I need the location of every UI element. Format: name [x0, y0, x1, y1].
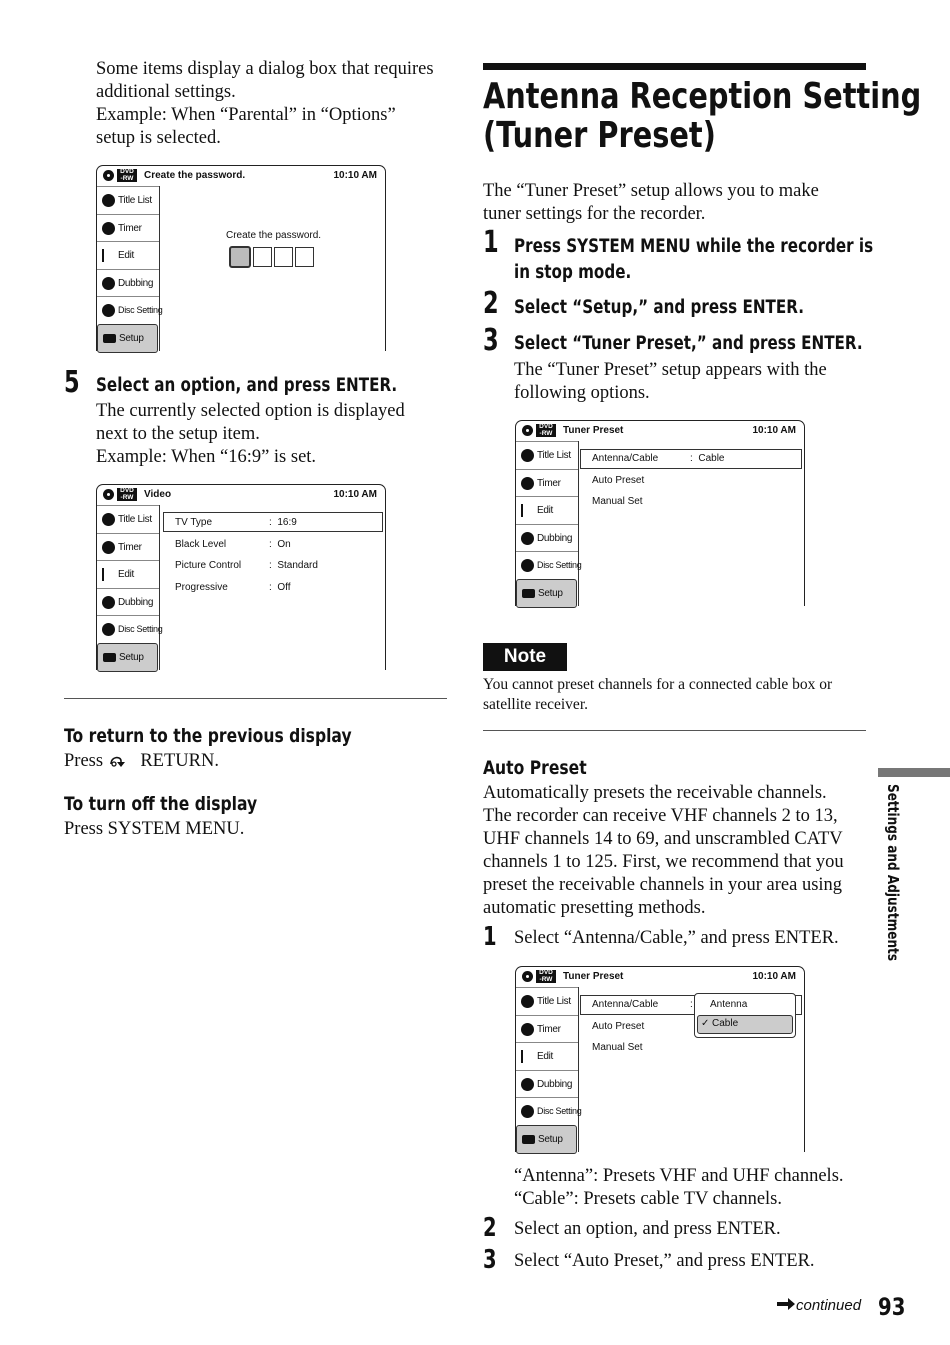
step-heading: Select “Tuner Preset,” and press ENTER. [514, 333, 863, 354]
note-text-line: You cannot preset channels for a connected cable box or [483, 676, 833, 693]
auto-preset-line: channels 1 to 125. First, we recommend that you [483, 852, 844, 872]
step-body-line: The “Tuner Preset” setup appears with the [514, 360, 827, 380]
step-heading: Select “Setup,” and press ENTER. [514, 297, 804, 318]
menu-label: Title List [537, 450, 571, 461]
disc-setting-icon [521, 559, 534, 572]
menu-label: Disc Setting [118, 305, 163, 315]
auto-preset-line: The recorder can receive VHF channels 2 to 13, [483, 806, 838, 826]
dubbing-icon [102, 277, 115, 290]
menu-label: Edit [537, 505, 554, 516]
menu-item-timer [516, 469, 578, 498]
setting-label: Antenna/Cable [592, 453, 659, 464]
menu-label: Edit [118, 569, 135, 580]
auto-preset-line: UHF channels 14 to 69, and unscrambled CATV [483, 829, 843, 849]
osd-title-bar [516, 421, 804, 441]
step-body-line: next to the setup item. [96, 424, 260, 444]
menu-item-dubbing [516, 1070, 578, 1099]
dropdown-option-label: Cable [712, 1018, 739, 1029]
intro-line: additional settings. [96, 82, 236, 102]
menu-label: Edit [537, 1051, 554, 1062]
disc-icon [103, 170, 114, 181]
osd-screen-password [96, 165, 386, 351]
osd-setup-menu [516, 987, 582, 1152]
dvd-rw-icon: DVD -RW [536, 970, 556, 983]
title-list-icon [102, 513, 115, 526]
menu-label: Title List [537, 996, 571, 1007]
dubbing-icon [521, 532, 534, 545]
password-digit-box [229, 246, 251, 268]
osd-screen-antenna-cable [515, 966, 805, 1152]
dvd-rw-icon: DVD -RW [117, 169, 137, 182]
separator: : [269, 560, 272, 571]
password-digit-box [274, 247, 293, 267]
menu-item-title-list [97, 186, 159, 215]
menu-item-setup [516, 579, 577, 609]
menu-label: Edit [118, 250, 135, 261]
menu-item-edit [516, 1042, 578, 1071]
step-text: Select an option, and press ENTER. [514, 1219, 781, 1239]
step-number: 3 [483, 1245, 497, 1275]
note-text [483, 675, 832, 715]
menu-item-disc-setting [97, 296, 163, 325]
side-tab-label: Settings and Adjustments [884, 784, 902, 962]
menu-item-disc-setting [97, 615, 163, 644]
timer-icon [521, 477, 534, 490]
setting-row [175, 517, 212, 528]
auto-preset-heading: Auto Preset [483, 757, 587, 779]
scissors-icon [521, 1050, 532, 1063]
menu-label: Title List [118, 514, 152, 525]
side-tab [878, 784, 908, 984]
disc-icon [103, 489, 114, 500]
timer-icon [102, 222, 115, 235]
menu-item-setup [97, 643, 158, 673]
osd-screen-tuner-preset [515, 420, 805, 606]
menu-item-edit [97, 560, 159, 589]
menu-item-disc-setting [516, 1097, 582, 1126]
setting-row-value [269, 560, 318, 571]
osd-setup-menu [516, 441, 582, 606]
osd-title-bar [97, 166, 385, 186]
setting-row [592, 1042, 643, 1053]
disc-icon [522, 425, 533, 436]
setting-row [592, 475, 644, 486]
setting-label: Auto Preset [592, 1021, 645, 1032]
return-body [64, 750, 219, 773]
osd-clock: 10:10 AM [333, 170, 377, 181]
menu-item-dubbing [516, 524, 578, 553]
intro-line: Some items display a dialog box that requires [96, 59, 434, 79]
return-icon [108, 753, 136, 767]
menu-label: Setup [538, 587, 563, 599]
title-list-icon [521, 449, 534, 462]
section-divider [483, 730, 866, 731]
dvd-rw-icon: DVD -RW [117, 488, 137, 501]
auto-preset-line: automatic presetting methods. [483, 898, 706, 918]
setting-label: TV Type [175, 517, 213, 528]
page-number: 93 [878, 1293, 906, 1321]
menu-label: Timer [537, 1023, 561, 1035]
menu-item-timer [97, 533, 159, 562]
display-off-body: Press SYSTEM MENU. [64, 819, 245, 839]
option-explanation-line: “Cable”: Presets cable TV channels. [514, 1189, 782, 1209]
continued-marker [776, 1297, 861, 1315]
intro-text [96, 58, 434, 150]
toolbox-icon [103, 653, 116, 662]
osd-title: Video [144, 489, 172, 500]
dubbing-icon [521, 1078, 534, 1091]
step-number: 1 [483, 225, 499, 260]
setting-row-value [269, 582, 291, 593]
step-body [514, 359, 827, 405]
disc-setting-icon [521, 1105, 534, 1118]
dvd-rw-icon: DVD -RW [536, 424, 556, 437]
page-title-line: (Tuner Preset) [483, 115, 716, 156]
setting-label: Black Level [175, 539, 227, 550]
tuner-intro-line: tuner settings for the recorder. [483, 204, 706, 224]
setting-row-value [269, 539, 291, 550]
step-body [96, 400, 405, 469]
setting-value: On [277, 539, 291, 550]
continued-text: continued [796, 1297, 862, 1314]
menu-item-disc-setting [516, 551, 582, 580]
step-text: Select “Auto Preset,” and press ENTER. [514, 1251, 815, 1271]
page-title-line: Antenna Reception Setting [483, 76, 922, 117]
menu-label: Disc Setting [537, 1106, 582, 1116]
setting-label: Progressive [175, 582, 228, 593]
return-body-suffix: RETURN. [140, 751, 219, 771]
osd-clock: 10:10 AM [752, 971, 796, 982]
setting-row-value [690, 999, 693, 1010]
note-text-line: satellite receiver. [483, 696, 588, 713]
separator: : [690, 999, 693, 1010]
tuner-intro [483, 180, 819, 226]
step-number: 3 [483, 323, 499, 358]
dubbing-icon [102, 596, 115, 609]
title-list-icon [521, 995, 534, 1008]
tuner-intro-line: The “Tuner Preset” setup allows you to make [483, 181, 819, 201]
step-heading [514, 234, 873, 286]
password-prompt-text: Create the password. [226, 230, 322, 241]
toolbox-icon [103, 334, 116, 343]
osd-title: Tuner Preset [563, 971, 624, 982]
option-explanation-line: “Antenna”: Presets VHF and UHF channels. [514, 1166, 844, 1186]
arrow-right-icon [776, 1297, 796, 1311]
toolbox-icon [522, 589, 535, 598]
title-list-icon [102, 194, 115, 207]
return-body-prefix: Press [64, 751, 104, 771]
menu-item-dubbing [97, 269, 159, 298]
menu-label: Dubbing [118, 596, 154, 608]
osd-screen-video [96, 484, 386, 670]
menu-label: Dubbing [537, 532, 573, 544]
toolbox-icon [522, 1135, 535, 1144]
side-tab-marker [878, 768, 950, 777]
display-off-heading: To turn off the display [64, 793, 258, 815]
osd-setup-menu [97, 186, 163, 351]
menu-label: Timer [118, 222, 142, 234]
osd-title: Tuner Preset [563, 425, 624, 436]
osd-title: Create the password. [144, 170, 246, 181]
setting-row [592, 999, 658, 1010]
setting-row [175, 539, 226, 550]
osd-title-bar [516, 967, 804, 987]
auto-preset-body [483, 782, 844, 920]
setting-row [592, 1021, 644, 1032]
setting-label: Picture Control [175, 560, 242, 571]
step-text: Select “Antenna/Cable,” and press ENTER. [514, 928, 839, 948]
menu-item-title-list [97, 505, 159, 534]
section-divider [64, 698, 447, 699]
step-body-line: Example: When “16:9” is set. [96, 447, 317, 467]
separator: : [269, 582, 272, 593]
step-number: 1 [483, 922, 497, 952]
menu-item-edit [97, 241, 159, 270]
menu-item-setup [97, 324, 158, 354]
step-number: 2 [483, 286, 499, 321]
setting-row [592, 453, 658, 464]
setting-value: Off [277, 582, 291, 593]
setting-label: Antenna/Cable [592, 999, 659, 1010]
menu-label: Dubbing [118, 277, 154, 289]
scissors-icon [521, 504, 532, 517]
note-label: Note [483, 643, 567, 671]
option-explanation [514, 1165, 844, 1211]
setting-value: Cable [698, 453, 725, 464]
menu-label: Setup [119, 332, 144, 344]
step-heading: Select an option, and press ENTER. [96, 375, 398, 396]
menu-label: Disc Setting [118, 624, 163, 634]
dropdown-option-antenna: Antenna [710, 999, 748, 1010]
page-title [483, 77, 921, 155]
setting-value: Standard [277, 560, 318, 571]
intro-line: Example: When “Parental” in “Options” [96, 105, 396, 125]
disc-setting-icon [102, 623, 115, 636]
separator: : [269, 517, 272, 528]
setting-value: 16:9 [277, 517, 297, 528]
setting-label: Manual Set [592, 1042, 643, 1053]
password-prompt [226, 230, 321, 241]
osd-setup-menu [97, 505, 163, 670]
menu-label: Disc Setting [537, 560, 582, 570]
checkmark-icon: ✓ [701, 1018, 710, 1029]
osd-clock: 10:10 AM [333, 489, 377, 500]
osd-title-bar [97, 485, 385, 505]
step-body-line: following options. [514, 383, 650, 403]
setting-row-value [269, 517, 297, 528]
menu-item-edit [516, 496, 578, 525]
dropdown-option-cable [697, 1015, 793, 1034]
setting-row [175, 560, 241, 571]
intro-line: setup is selected. [96, 128, 221, 148]
scissors-icon [102, 568, 113, 581]
step-heading-line: in stop mode. [514, 262, 632, 283]
menu-item-title-list [516, 441, 578, 470]
title-rule [483, 63, 866, 70]
timer-icon [521, 1023, 534, 1036]
auto-preset-line: Automatically presets the receivable channels. [483, 783, 827, 803]
osd-clock: 10:10 AM [752, 425, 796, 436]
setting-row-value [690, 453, 724, 464]
menu-label: Timer [118, 541, 142, 553]
setting-row [592, 496, 643, 507]
separator: : [269, 539, 272, 550]
menu-label: Setup [119, 651, 144, 663]
setting-label: Manual Set [592, 496, 643, 507]
antenna-cable-dropdown [694, 993, 796, 1038]
menu-label: Timer [537, 477, 561, 489]
menu-item-dubbing [97, 588, 159, 617]
password-digit-box [253, 247, 272, 267]
menu-item-timer [516, 1015, 578, 1044]
step-number: 2 [483, 1213, 497, 1243]
timer-icon [102, 541, 115, 554]
return-heading: To return to the previous display [64, 725, 352, 747]
menu-item-setup [516, 1125, 577, 1155]
menu-item-timer [97, 214, 159, 243]
step-body-line: The currently selected option is displayed [96, 401, 405, 421]
setting-label: Auto Preset [592, 475, 645, 486]
setting-row [175, 582, 228, 593]
auto-preset-line: preset the receivable channels in your area using [483, 875, 843, 895]
menu-label: Title List [118, 195, 152, 206]
password-digit-box [295, 247, 314, 267]
menu-label: Dubbing [537, 1078, 573, 1090]
step-heading-line: Press SYSTEM MENU while the recorder is [514, 236, 874, 257]
menu-label: Setup [538, 1133, 563, 1145]
disc-setting-icon [102, 304, 115, 317]
separator: : [690, 453, 693, 464]
menu-item-title-list [516, 987, 578, 1016]
scissors-icon [102, 249, 113, 262]
step-number: 5 [64, 365, 80, 400]
disc-icon [522, 971, 533, 982]
